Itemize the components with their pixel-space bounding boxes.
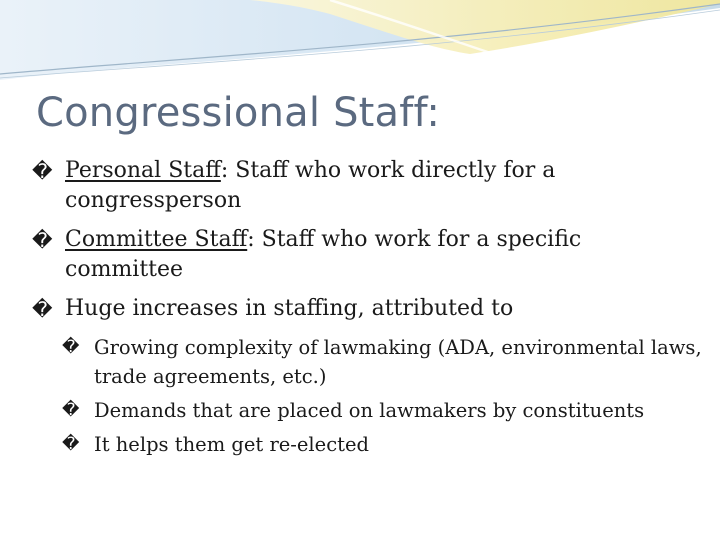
- bullet-text: : Staff who work directly for a congressperson: [65, 158, 556, 213]
- bullet-term: Personal Staff: [65, 158, 221, 183]
- bullet-text: : Staff who work for a specific committee: [65, 227, 582, 282]
- slide-title: Congressional Staff:: [36, 90, 441, 136]
- sub-bullet-text: Growing complexity of lawmaking (ADA, environmental laws, trade agreements, etc.): [94, 336, 702, 388]
- sub-bullet-item: [32, 333, 702, 391]
- bullet-icon: �: [32, 228, 53, 252]
- bullet-item-personal-staff: [32, 156, 702, 216]
- bullet-term: Committee Staff: [65, 227, 248, 252]
- bullet-icon: �: [32, 297, 53, 321]
- bullet-text: Huge increases in staffing, attributed to: [65, 296, 514, 321]
- sub-bullet-item: [32, 396, 702, 425]
- bullet-item-staffing-increases: [32, 294, 702, 324]
- bullet-icon: �: [32, 159, 53, 183]
- sub-bullet-icon: �: [62, 434, 80, 454]
- sub-bullet-item: [32, 430, 702, 459]
- sub-bullet-icon: �: [62, 400, 80, 420]
- header-swoosh-decoration: [0, 0, 720, 90]
- sub-bullet-list: [32, 333, 702, 459]
- sub-bullet-text: It helps them get re-elected: [94, 433, 369, 456]
- sub-bullet-icon: �: [62, 337, 80, 357]
- bullet-item-committee-staff: [32, 225, 702, 285]
- slide-body: [32, 156, 702, 464]
- sub-bullet-text: Demands that are placed on lawmakers by constituents: [94, 399, 645, 422]
